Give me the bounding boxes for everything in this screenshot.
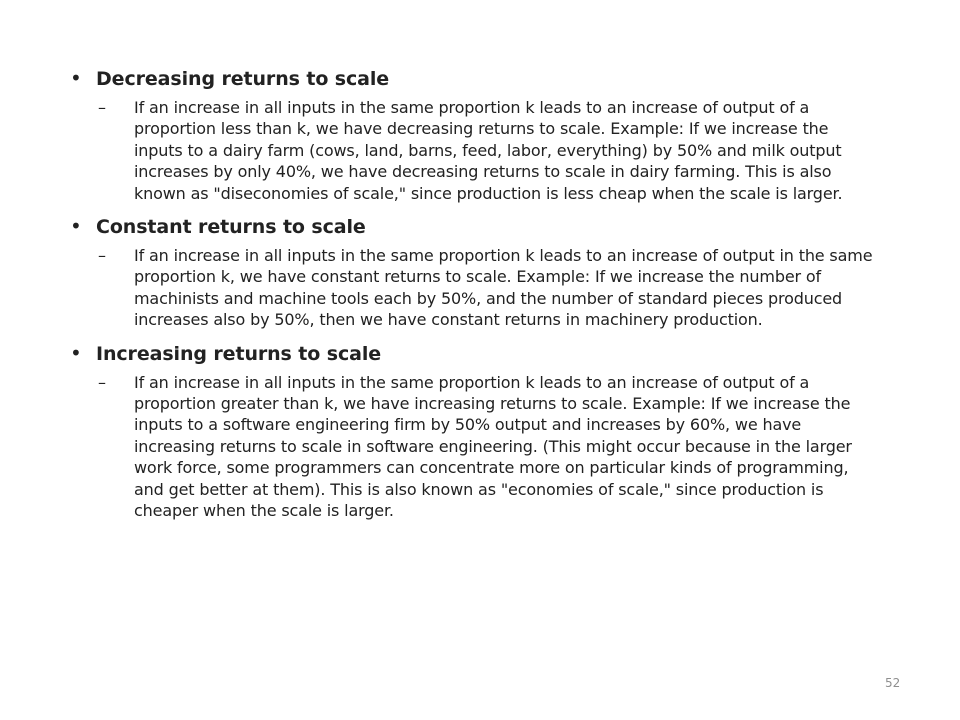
section-increasing-returns [70, 339, 880, 522]
dash-icon: – [98, 372, 106, 392]
bullet-item [70, 212, 880, 241]
bullet-dot-icon: • [70, 340, 82, 365]
section-heading: Decreasing returns to scale [96, 68, 390, 90]
bullet-dot-icon: • [70, 214, 82, 239]
sub-bullet-item [98, 372, 880, 522]
section-heading: Constant returns to scale [96, 216, 366, 239]
bullet-item [70, 339, 880, 368]
dash-icon: – [98, 98, 106, 117]
bullet-item [70, 64, 880, 93]
section-description: If an increase in all inputs in the same proportion k leads to an increase of output of a proportion less than k, we have decreasing returns to scale. Example: If we increase the inputs to a dairy farm (cows, land, barns, feed, labor, everything) by 50% and milk output increases by only 40%, we have decreasing returns to scale in dairy farming. This is also known as "diseconomies of scale," since production is less cheap when the scale is larger. [134, 98, 843, 203]
slide-content [70, 64, 880, 530]
page-number: 52 [885, 676, 901, 690]
section-heading: Increasing returns to scale [96, 342, 382, 365]
section-constant-returns [70, 212, 880, 331]
sub-bullet-item [98, 245, 880, 331]
dash-icon: – [98, 246, 106, 266]
section-description: If an increase in all inputs in the same proportion k leads to an increase of output in the same proportion k, we have constant returns to scale. Example: If we increase the number of machinists and machine tools each by 50%, and the number of standard pieces produced increases also by 50%, then we have constant returns in machinery production. [134, 246, 873, 330]
section-description: If an increase in all inputs in the same proportion k leads to an increase of output of a proportion greater than k, we have increasing returns to scale. Example: If we increase the inputs to a software engineering firm by 50% output and increases by 60%, we have increasing returns to scale in software engineering. (This might occur because in the larger work force, some programmers can concentrate more on particular kinds of programming, and get better at them). This is also known as "economies of scale," since production is cheaper when the scale is larger. [134, 372, 852, 521]
sub-bullet-item [98, 97, 880, 204]
section-decreasing-returns [70, 64, 880, 204]
bullet-dot-icon: • [70, 66, 82, 90]
